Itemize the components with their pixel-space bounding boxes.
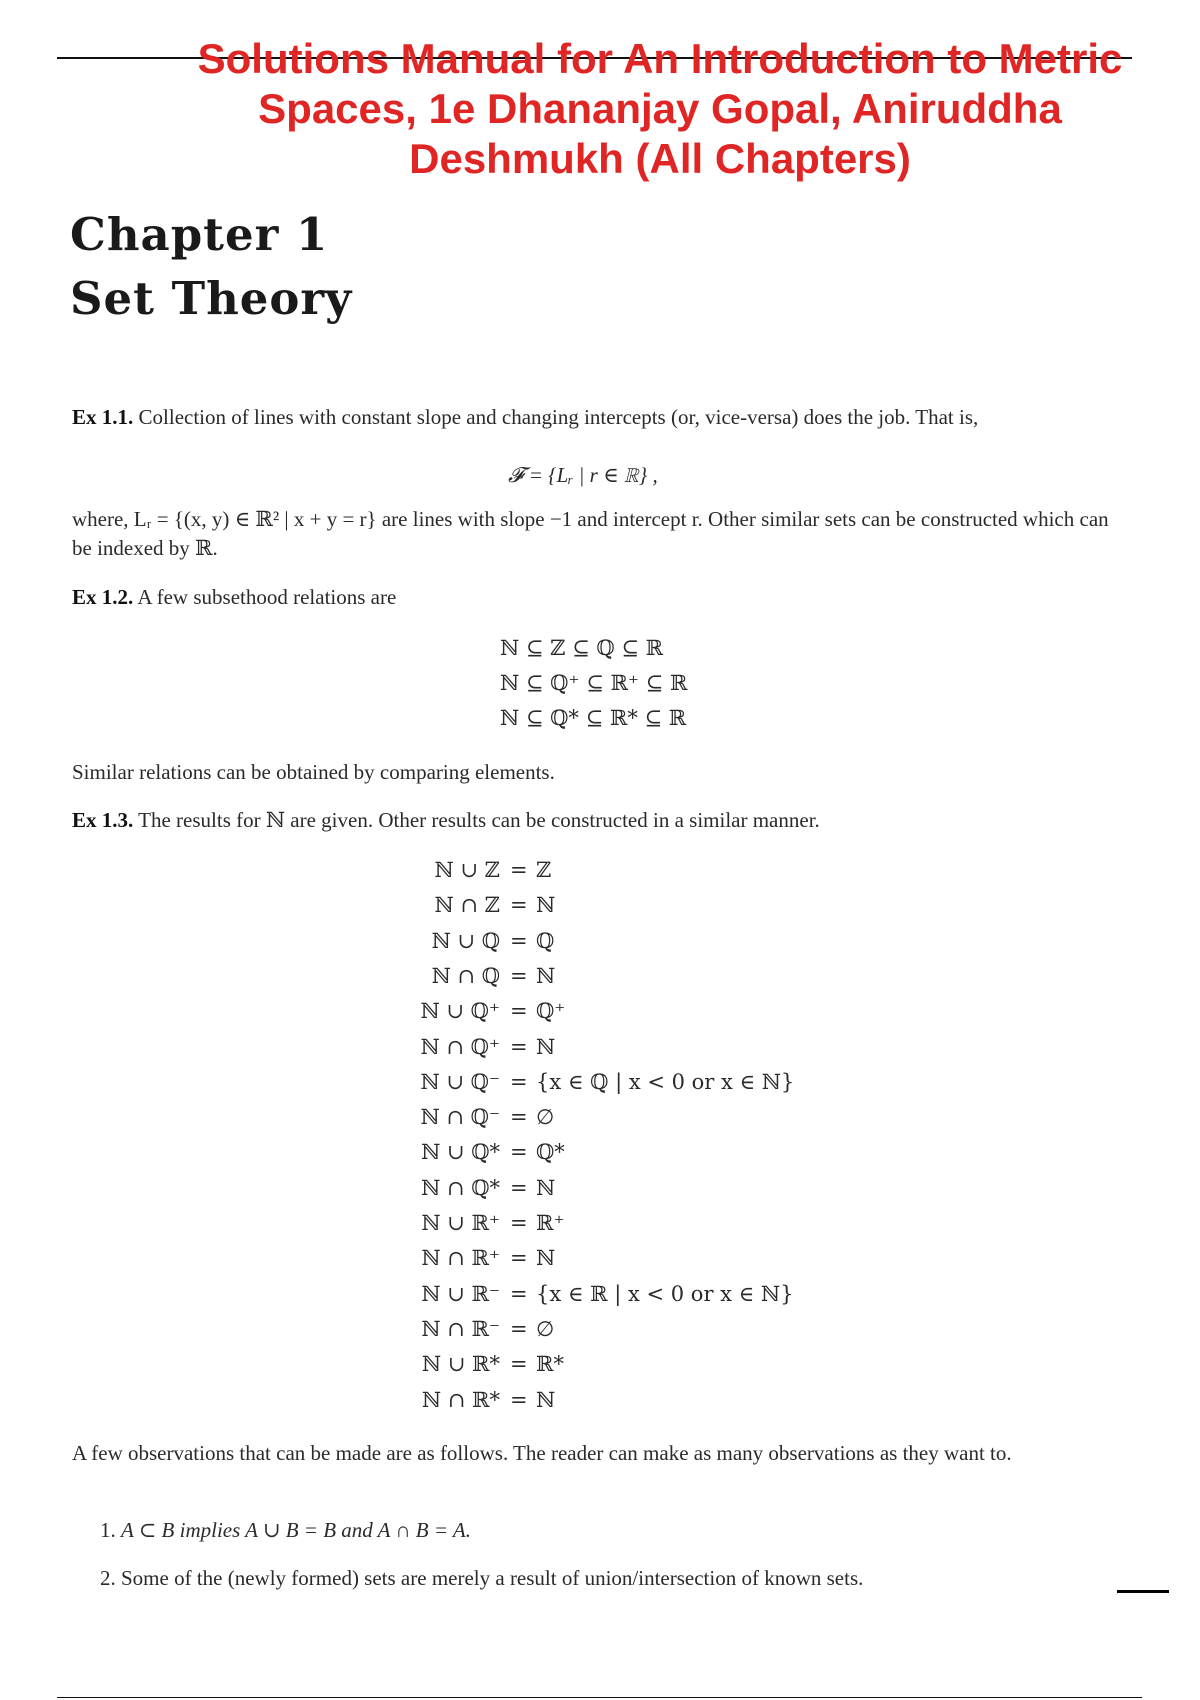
equation-lhs: ℕ ∪ ℚ* (421, 1140, 500, 1165)
equation-lhs: ℕ ∩ ℚ⁺ (420, 1034, 500, 1059)
equals-sign: = (510, 1175, 528, 1200)
equation-rhs: ∅ (536, 1316, 555, 1341)
equation-lhs: ℕ ∪ ℚ (431, 928, 500, 953)
equals-sign: = (510, 999, 528, 1024)
equation-row (0, 1030, 1200, 1065)
subset-relation: ℕ ⊆ ℚ* ⊆ ℝ* ⊆ ℝ (500, 706, 687, 730)
equals-sign: = (510, 1316, 528, 1341)
ex-1-2-label: Ex 1.2. (72, 585, 134, 609)
ex-1-3-after: A few observations that can be made are as follows. The reader can make as many observations as they want to. (72, 1441, 1012, 1465)
equation-lhs: ℕ ∪ ℝ⁻ (421, 1281, 500, 1306)
equation-row (0, 853, 1200, 888)
equation-lhs: ℕ ∩ ℤ (434, 893, 500, 918)
equation-row (0, 1206, 1200, 1241)
observation-text: A ⊂ B implies A ∪ B = B and A ∩ B = A. (121, 1518, 471, 1542)
equals-sign: = (510, 963, 528, 988)
equation-rhs: ℚ⁺ (536, 999, 566, 1024)
equation-rhs: ℝ⁺ (536, 1211, 565, 1235)
equals-sign: = (510, 1211, 528, 1235)
equation-rhs: ℚ* (536, 1140, 565, 1165)
equation-rhs: ℕ (536, 1175, 556, 1200)
equation-row (0, 1347, 1200, 1382)
ex-1-3-paragraph (72, 806, 1132, 835)
watermark-banner: Solutions Manual for An Introduction to Metric Spaces, 1e Dhananjay Gopal, Aniruddha Deshmukh (All Chapters) (197, 35, 1123, 182)
observation-item (100, 1516, 1110, 1545)
equals-sign: = (510, 1246, 528, 1271)
equation-lhs: ℕ ∪ ℚ⁺ (420, 999, 500, 1024)
equation-rhs: ℕ (536, 1246, 556, 1271)
equation-lhs: ℕ ∩ ℝ⁺ (421, 1246, 500, 1271)
equation-rhs: ℤ (536, 858, 552, 882)
ex-1-1-after: where, Lᵣ = {(x, y) ∈ ℝ² | x + y = r} are lines with slope −1 and intercept r. Other similar sets can be constructed which can be indexed by ℝ. (72, 507, 1109, 560)
equation-rhs: ℚ (536, 928, 555, 953)
observation-item (100, 1564, 1110, 1593)
equation-rhs: ℝ* (536, 1352, 564, 1377)
equation-row (0, 1383, 1200, 1418)
equation-rhs: ℕ (536, 1034, 556, 1059)
subset-relation: ℕ ⊆ ℚ⁺ ⊆ ℝ⁺ ⊆ ℝ (500, 671, 688, 695)
equation-rhs: ℕ (536, 893, 556, 918)
chapter-number: Chapter 1 (70, 208, 329, 261)
ex-1-1-label: Ex 1.1. (72, 405, 134, 429)
equation-row (0, 888, 1200, 923)
equation-lhs: ℕ ∩ ℚ⁻ (420, 1105, 500, 1130)
observation-number: 2. (100, 1566, 116, 1590)
equation-lhs: ℕ ∪ ℤ (434, 858, 500, 882)
equation-rhs: ℕ (536, 1387, 556, 1412)
equals-sign: = (510, 1140, 528, 1165)
equation-lhs: ℕ ∪ ℝ* (421, 1352, 500, 1377)
bottom-rule (57, 1697, 1142, 1698)
ex-1-2-text: A few subsethood relations are (137, 585, 397, 609)
equation-row (0, 994, 1200, 1029)
equals-sign: = (510, 1352, 528, 1377)
ex-1-2-paragraph (72, 583, 1132, 612)
equals-sign: = (510, 893, 528, 918)
observation-text: Some of the (newly formed) sets are merely a result of union/intersection of known sets. (121, 1566, 864, 1590)
equation-rhs: ∅ (536, 1105, 555, 1130)
equation-row (0, 1100, 1200, 1135)
equation-lhs: ℕ ∩ ℝ* (421, 1387, 500, 1412)
equation-row (0, 924, 1200, 959)
observation-number: 1. (100, 1518, 116, 1542)
equation-row (0, 1171, 1200, 1206)
equals-sign: = (510, 1069, 528, 1094)
equation-lhs: ℕ ∩ ℚ* (421, 1175, 500, 1200)
equation-lhs: ℕ ∩ ℚ (431, 963, 500, 988)
ex-1-3-text: The results for ℕ are given. Other results can be constructed in a similar manner. (138, 808, 820, 832)
equation-lhs: ℕ ∪ ℝ⁺ (421, 1211, 500, 1235)
equation-lhs: ℕ ∪ ℚ⁻ (420, 1069, 500, 1094)
ex-1-1-formula: 𝓕 = {Lᵣ | r ∈ ℝ} , (508, 463, 658, 487)
equation-row (0, 959, 1200, 994)
corner-dash (1117, 1590, 1169, 1593)
equation-lhs: ℕ ∩ ℝ⁻ (421, 1316, 500, 1341)
equals-sign: = (510, 928, 528, 953)
equals-sign: = (510, 1105, 528, 1130)
equation-row (0, 1277, 1200, 1312)
equals-sign: = (510, 1387, 528, 1412)
chapter-title: Set Theory (70, 272, 353, 325)
equation-row (0, 1065, 1200, 1100)
subset-relation: ℕ ⊆ ℤ ⊆ ℚ ⊆ ℝ (500, 636, 664, 660)
ex-1-2-after: Similar relations can be obtained by comparing elements. (72, 760, 555, 784)
equation-row (0, 1135, 1200, 1170)
equation-row (0, 1312, 1200, 1347)
ex-1-1-paragraph (72, 403, 1132, 432)
ex-1-3-label: Ex 1.3. (72, 808, 134, 832)
equals-sign: = (510, 858, 528, 882)
ex-1-1-text: Collection of lines with constant slope and changing intercepts (or, vice-versa) does the job. That is, (138, 405, 979, 429)
equation-rhs: {x ∈ ℝ | x < 0 or x ∈ ℕ} (536, 1281, 794, 1306)
equals-sign: = (510, 1034, 528, 1059)
equation-rhs: {x ∈ ℚ | x < 0 or x ∈ ℕ} (536, 1069, 795, 1094)
equals-sign: = (510, 1281, 528, 1306)
equation-row (0, 1241, 1200, 1276)
equation-rhs: ℕ (536, 963, 556, 988)
